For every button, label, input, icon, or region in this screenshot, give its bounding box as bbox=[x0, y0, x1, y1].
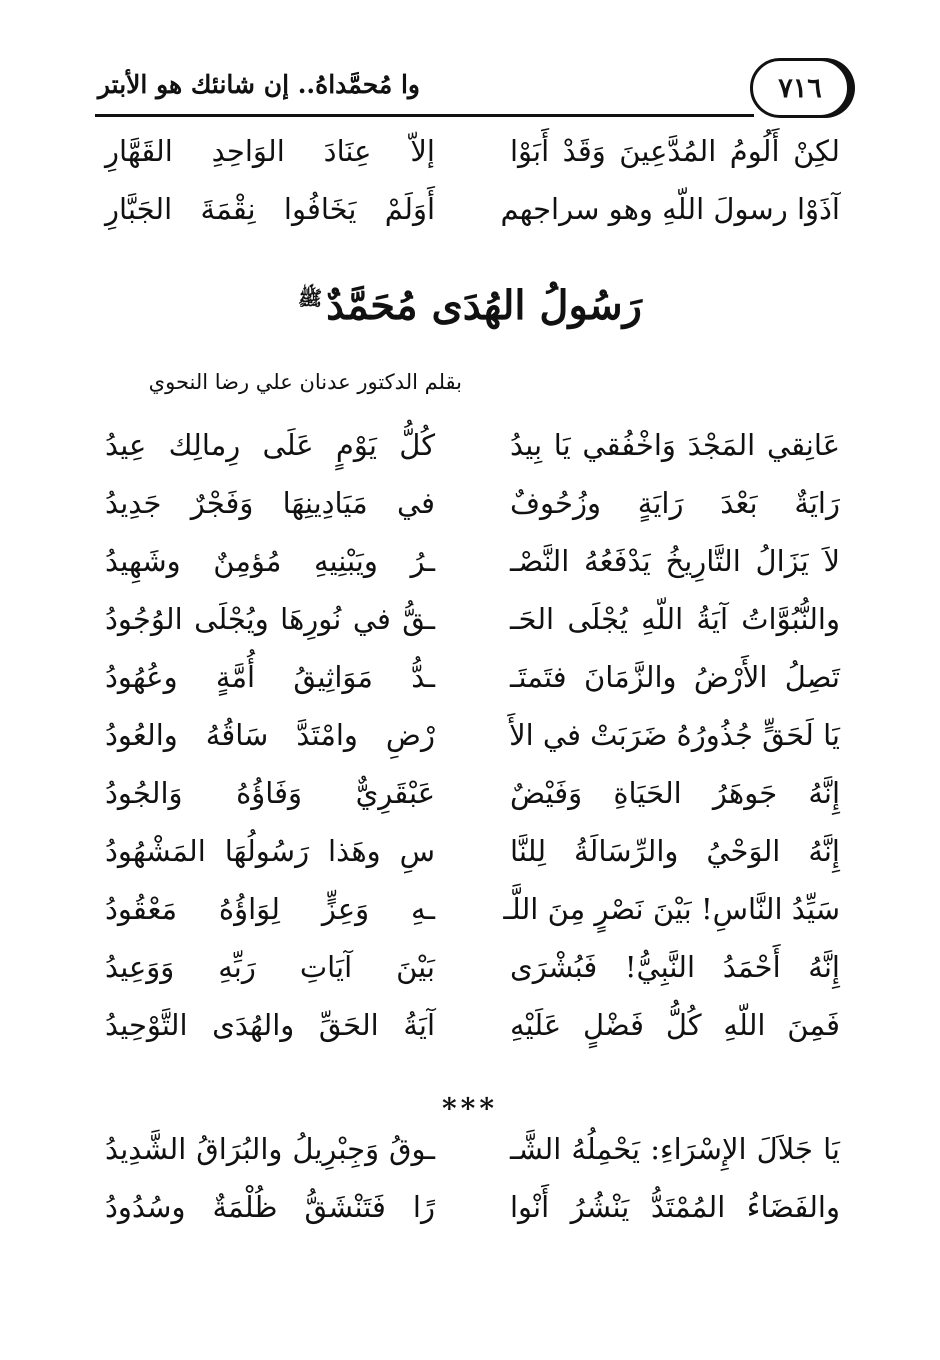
verse-second-hemistich: عَبْقَرِيٌّ وَفَاؤُهُ وَالجُودُ bbox=[105, 776, 435, 810]
verse bbox=[0, 1124, 940, 1182]
verse-first-hemistich: إِنَّهُ جَوهَرُ الحَيَاةِ وَفَيْضٌ bbox=[510, 776, 840, 810]
verse-first-hemistich: إِنَّهُ أَحْمَدُ النَّبِيُّ! فَبُشْرَى bbox=[510, 950, 840, 984]
verse bbox=[0, 126, 940, 184]
page-number-badge: ٧١٦ bbox=[750, 58, 850, 118]
verse-second-hemistich: رًا فَتَنْشَقُّ ظُلْمَةٌ وسُدُودُ bbox=[105, 1190, 435, 1224]
verse bbox=[0, 1000, 940, 1058]
verse-second-hemistich: أَوَلَمْ يَخَافُوا نِقْمَةَ الجَبَّارِ bbox=[105, 192, 435, 226]
verse-second-hemistich: ـقُّ في نُورِهَا ويُجْلَى الوُجُودُ bbox=[105, 602, 435, 636]
verse-first-hemistich: آذَوْا رسولَ اللّهِ وهو سراجهم bbox=[500, 192, 840, 226]
verse-second-hemistich: في مَيَادِينِهَا وَفَجْرٌ جَدِيدُ bbox=[105, 486, 435, 520]
verse bbox=[0, 478, 940, 536]
poem-title bbox=[0, 282, 940, 329]
verse bbox=[0, 652, 940, 710]
verse bbox=[0, 420, 940, 478]
verse-first-hemistich: لاَ يَزَالُ التَّارِيخُ يَدْفَعُهُ النَّصْـ bbox=[510, 544, 840, 578]
verse-second-hemistich: ـدُّ مَوَاثِيقُ أُمَّةٍ وعُهُودُ bbox=[105, 660, 435, 694]
verse-first-hemistich: إِنَّهُ الوَحْيُ والرِّسَالَةُ لِلنَّا bbox=[510, 834, 840, 868]
verse bbox=[0, 594, 940, 652]
verse-first-hemistich: فَمِنَ اللّهِ كُلُّ فَضْلٍ عَلَيْهِ bbox=[510, 1008, 840, 1042]
verse bbox=[0, 184, 940, 242]
poem-title-text: رَسُولُ الهُدَى مُحَمَّدٌ bbox=[326, 282, 642, 329]
verse-second-hemistich: ـوقُ وَجِبْرِيلُ والبُرَاقُ الشَّدِيدُ bbox=[105, 1132, 435, 1166]
final-verses bbox=[0, 1124, 940, 1240]
verse bbox=[0, 826, 940, 884]
verse-second-hemistich: سِ وهَذا رَسُولُهَا المَشْهُودُ bbox=[105, 834, 435, 868]
verse bbox=[0, 1182, 940, 1240]
page-header bbox=[95, 58, 850, 118]
verse-first-hemistich: يَا جَلاَلَ الإِسْرَاءِ: يَحْمِلُهُ الشَّـ bbox=[510, 1132, 840, 1166]
verse-first-hemistich: تَصِلُ الأَرْضُ والزَّمَانَ فتَمتَـ bbox=[510, 660, 840, 694]
verse-first-hemistich: لكِنْ أَلُومُ المُدَّعِينَ وَقَدْ أَبَوْا bbox=[510, 134, 840, 168]
verse-first-hemistich: يَا لَحَقٍّ جُذُورُهُ ضَرَبَتْ في الأَ bbox=[509, 718, 840, 752]
honorific-ligature: ﷺ bbox=[298, 285, 323, 310]
verse-first-hemistich: سَيِّدُ النَّاسِ! بَيْنَ نَصْرٍ مِنَ اللَّـ bbox=[503, 892, 840, 926]
verse-first-hemistich: رَايَةٌ بَعْدَ رَايَةٍ وزُحُوفٌ bbox=[510, 486, 840, 520]
poem-verses bbox=[0, 420, 940, 1058]
author-line: بقلم الدكتور عدنان علي رضا النحوي bbox=[148, 370, 462, 394]
verse bbox=[0, 884, 940, 942]
verse-second-hemistich: ـرُ ويَبْنِيهِ مُؤمِنٌ وشَهِيدُ bbox=[105, 544, 435, 578]
verse-second-hemistich: بَيْنَ آيَاتِ رَبِّهِ وَوَعِيدُ bbox=[105, 950, 435, 984]
verse bbox=[0, 536, 940, 594]
verse-second-hemistich: ـهِ وَعِزٍّ لِوَاؤُهُ مَعْقُودُ bbox=[105, 892, 435, 926]
running-title: وا مُحمَّداهُ.. إن شانئك هو الأبتر bbox=[97, 70, 420, 99]
verse-first-hemistich: والفَضَاءُ المُمْتَدُّ يَنْشُرُ أَنْوا bbox=[510, 1190, 840, 1224]
section-separator: *** bbox=[442, 1092, 498, 1125]
verse-first-hemistich: والنُّبُوَّاتُ آيَةُ اللّهِ يُجْلَى الحَـ bbox=[510, 602, 840, 636]
verse-second-hemistich: آيَةُ الحَقِّ والهُدَى التَّوْحِيدُ bbox=[105, 1008, 435, 1042]
top-verses bbox=[0, 126, 940, 242]
verse-first-hemistich: عَانِقي المَجْدَ وَاخْفُقي يَا بِيدُ bbox=[510, 428, 840, 462]
verse bbox=[0, 768, 940, 826]
verse-second-hemistich: إلاّ عِنَادَ الوَاحِدِ القَهَّارِ bbox=[105, 134, 435, 168]
verse-second-hemistich: كُلُّ يَوْمٍ عَلَى رِمالِك عِيدُ bbox=[105, 428, 435, 462]
verse bbox=[0, 942, 940, 1000]
verse-second-hemistich: رْضِ وامْتَدَّ سَاقُهُ والعُودُ bbox=[105, 718, 435, 752]
header-rule bbox=[95, 114, 754, 117]
verse bbox=[0, 710, 940, 768]
